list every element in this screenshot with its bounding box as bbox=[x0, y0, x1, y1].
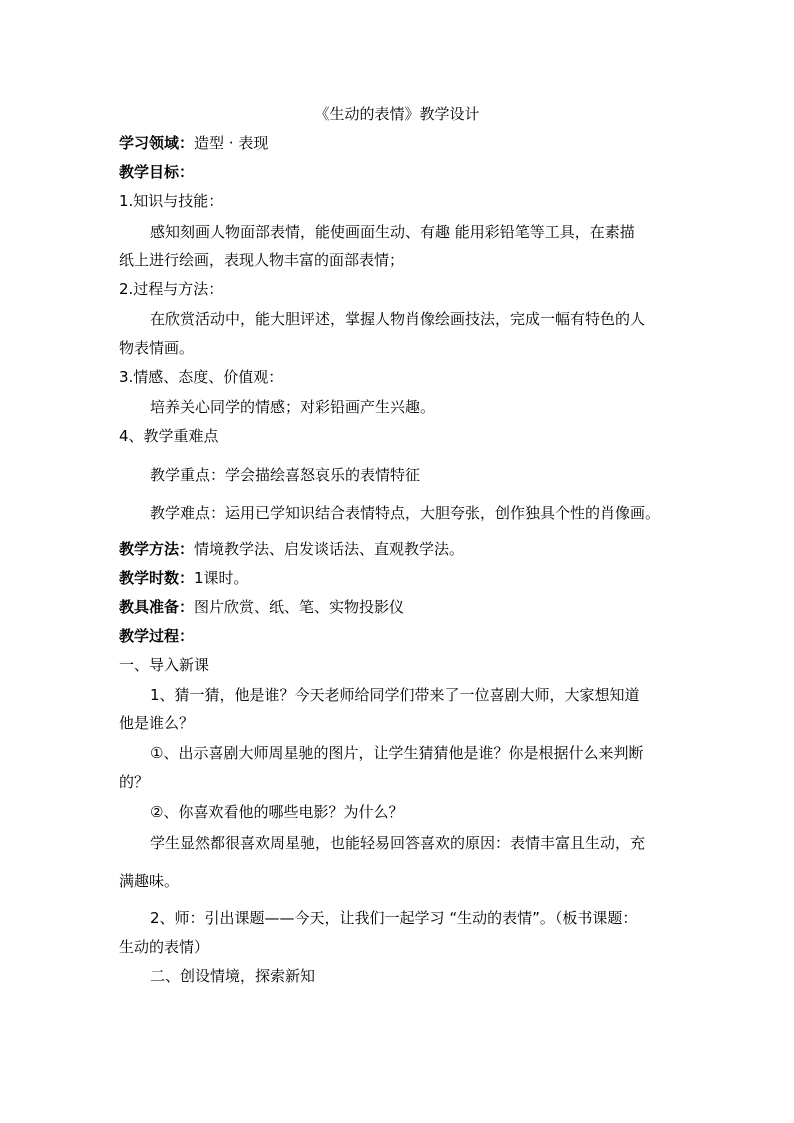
goal3-text: 培养关心同学的情感；对彩铅画产生兴趣。 bbox=[150, 398, 436, 416]
teaching-tools-label: 教具准备： bbox=[119, 598, 195, 616]
teaching-tools-value: 图片欣赏、纸、笔、实物投影仪 bbox=[194, 598, 405, 616]
key-point: 教学重点：学会描绘喜怒哀乐的表情特征 bbox=[150, 466, 421, 484]
teaching-tools bbox=[119, 597, 404, 617]
goals-heading: 教学目标： bbox=[119, 163, 195, 181]
focus-heading: 4、教学重难点 bbox=[119, 427, 219, 445]
goal1-text-line2: 纸上进行绘画，表现人物丰富的面部表情； bbox=[119, 251, 405, 269]
learning-area bbox=[119, 133, 268, 153]
section1-heading: 一、导入新课 bbox=[119, 656, 210, 674]
goal1-heading: 1.知识与技能： bbox=[119, 192, 224, 210]
section1-p1-line1: 1、猜一猜，他是谁？今天老师给同学们带来了一位喜剧大师，大家想知道 bbox=[150, 686, 640, 704]
section2-heading: 二、创设情境，探索新知 bbox=[150, 967, 316, 985]
teaching-hours-value: 1课时。 bbox=[194, 569, 249, 587]
teaching-method bbox=[119, 539, 464, 559]
goal2-text-line1: 在欣赏活动中，能大胆评述，掌握人物肖像绘画技法，完成一幅有特色的人 bbox=[150, 310, 646, 328]
process-heading: 教学过程： bbox=[119, 627, 195, 645]
section1-p5-line2: 生动的表情） bbox=[119, 938, 210, 956]
learning-area-label: 学习领域： bbox=[119, 134, 195, 152]
goal1-text-line1: 感知刻画人物面部表情，能使画面生动、有趣 能用彩铅笔等工具，在素描 bbox=[150, 223, 635, 241]
teaching-hours bbox=[119, 568, 249, 588]
document-title: 《生动的表情》教学设计 bbox=[314, 105, 480, 123]
goal2-text-line2: 物表情画。 bbox=[119, 339, 195, 357]
goal3-heading: 3.情感、态度、价值观： bbox=[119, 368, 284, 386]
teaching-hours-label: 教学时数： bbox=[119, 569, 195, 587]
learning-area-value: 造型 · 表现 bbox=[194, 134, 269, 152]
section1-p4-line2: 满趣味。 bbox=[119, 872, 180, 890]
goal2-heading: 2.过程与方法： bbox=[119, 280, 224, 298]
section1-p1-line2: 他是谁么？ bbox=[119, 714, 195, 732]
section1-p2-line1: ①、出示喜剧大师周星驰的图片，让学生猜猜他是谁？你是根据什么来判断 bbox=[150, 744, 644, 762]
difficulty: 教学难点：运用已学知识结合表情特点，大胆夸张，创作独具个性的肖像画。 bbox=[150, 504, 661, 522]
section1-p3: ②、你喜欢看他的哪些电影？为什么？ bbox=[150, 803, 404, 821]
teaching-method-label: 教学方法： bbox=[119, 540, 195, 558]
section1-p4-line1: 学生显然都很喜欢周星驰，也能轻易回答喜欢的原因：表情丰富且生动，充 bbox=[150, 834, 646, 852]
section1-p2-line2: 的？ bbox=[119, 773, 150, 791]
section1-p5-line1: 2、师：引出课题——今天，让我们一起学习 “生动的表情”。（板书课题： bbox=[150, 909, 638, 927]
teaching-method-value: 情境教学法、启发谈话法、直观教学法。 bbox=[194, 540, 465, 558]
